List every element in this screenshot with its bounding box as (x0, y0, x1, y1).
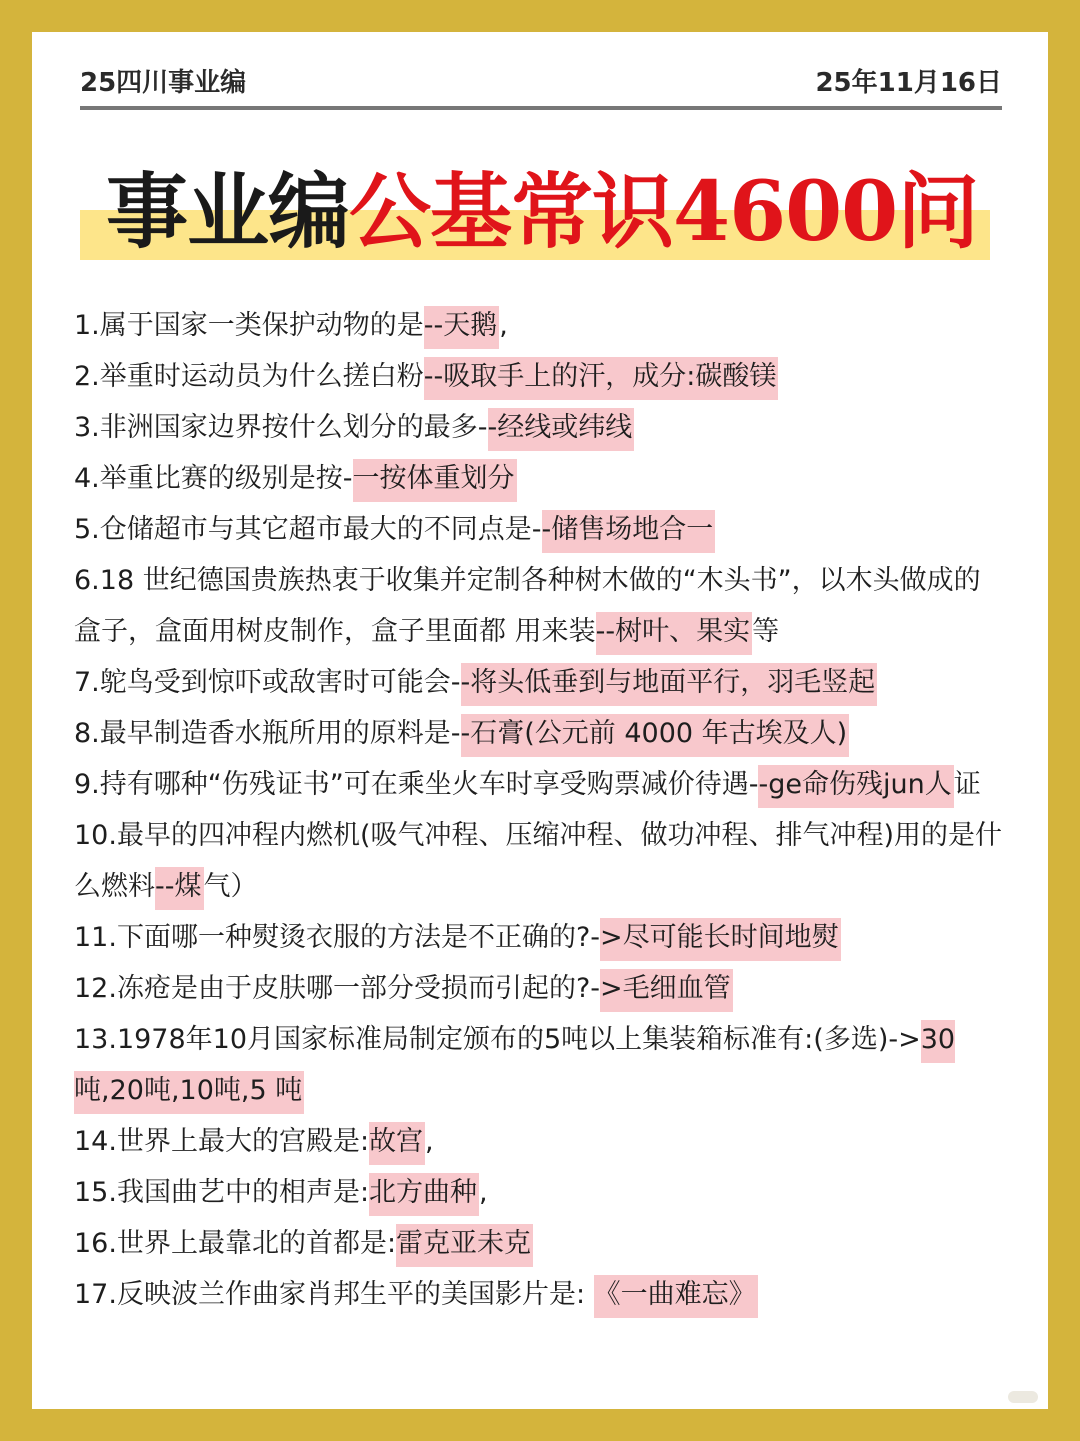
answer-highlight: -石膏(公元前 4000 年古埃及人) (461, 714, 850, 757)
answer-highlight: -储售场地合一 (542, 510, 716, 553)
question-text: 7.鸵鸟受到惊吓或敌害时可能会- (74, 667, 461, 698)
header-bar (80, 60, 1002, 110)
content-card (32, 32, 1048, 1409)
answer-highlight: 一按体重划分 (353, 459, 517, 502)
answer-highlight: >尽可能长时间地熨 (600, 918, 841, 961)
list-item (74, 708, 1004, 759)
question-text: 13.1978年10月国家标准局制定颁布的5吨以上集装箱标准有:(多选)-> (74, 1024, 921, 1055)
answer-highlight: >毛细血管 (600, 969, 733, 1012)
list-item (74, 963, 1004, 1014)
list-item (74, 453, 1004, 504)
question-list (74, 300, 1004, 1320)
answer-highlight: --树叶、果实 (596, 612, 753, 655)
answer-suffix: , (425, 1126, 434, 1157)
header-left-label: 25四川事业编 (80, 67, 247, 98)
question-text: 16.世界上最靠北的首都是: (74, 1228, 397, 1259)
answer-highlight: 《一曲难忘》 (594, 1275, 758, 1318)
question-text: 14.世界上最大的宫殿是: (74, 1126, 370, 1157)
question-text: 2.举重时运动员为什么搓白粉 (74, 361, 424, 392)
watermark (1008, 1391, 1038, 1403)
answer-highlight: -ge命伤残jun人 (758, 765, 953, 808)
question-text: 9.持有哪种“伤残证书”可在乘坐火车时享受购票减价待遇- (74, 769, 759, 800)
answer-highlight: --吸取手上的汗，成分:碳酸镁 (424, 357, 779, 400)
list-item (74, 1116, 1004, 1167)
answer-suffix: , (499, 310, 508, 341)
list-item (74, 1269, 1004, 1320)
list-item (74, 912, 1004, 963)
header-date: 25年11月16日 (815, 67, 1002, 98)
title-part-red: 公基常识4600问 (349, 164, 979, 260)
list-item (74, 1218, 1004, 1269)
list-item (74, 351, 1004, 402)
list-item (74, 300, 1004, 351)
question-text: 10.最早的四冲程内燃机(吸气冲程、压缩冲程、做功冲程、排气冲程)用的是什么燃料 (74, 820, 1003, 902)
answer-highlight: 北方曲种 (369, 1173, 479, 1216)
answer-highlight: --煤 (155, 867, 204, 910)
list-item (74, 657, 1004, 708)
question-text: 6.18 世纪德国贵族热衷于收集并定制各种树木做的“木头书”，以木头做成的盒子，盒面用树皮制作，盒子里面都 用来装 (74, 565, 981, 647)
list-item (74, 504, 1004, 555)
answer-highlight: -经线或纬线 (488, 408, 635, 451)
answer-highlight: 雷克亚未克 (396, 1224, 533, 1267)
question-text: 1.属于国家一类保护动物的是 (74, 310, 424, 341)
question-text: 15.我国曲艺中的相声是: (74, 1177, 370, 1208)
question-text: 5.仓储超市与其它超市最大的不同点是- (74, 514, 542, 545)
answer-highlight: --天鹅 (424, 306, 500, 349)
list-item (74, 402, 1004, 453)
answer-highlight: 故宫 (369, 1122, 425, 1165)
list-item (74, 1167, 1004, 1218)
title-text (106, 152, 978, 272)
title-part-black: 事业编 (106, 164, 350, 260)
answer-highlight: 30吨,20吨,10吨,5 吨 (74, 1020, 955, 1114)
question-text: 8.最早制造香水瓶所用的原料是- (74, 718, 461, 749)
answer-highlight: -将头低垂到与地面平行，羽毛竖起 (461, 663, 878, 706)
page-title (80, 152, 990, 272)
question-text: 11.下面哪一种熨烫衣服的方法是不正确的?- (74, 922, 601, 953)
answer-suffix: 证 (953, 769, 981, 800)
list-item (74, 1014, 1004, 1116)
question-text: 4.举重比赛的级别是按- (74, 463, 353, 494)
list-item (74, 759, 1004, 810)
list-item (74, 810, 1004, 912)
answer-suffix: , (479, 1177, 488, 1208)
question-text: 3.非洲国家边界按什么划分的最多- (74, 412, 488, 443)
question-text: 17.反映波兰作曲家肖邦生平的美国影片是: (74, 1279, 594, 1310)
answer-suffix: 气） (203, 871, 258, 902)
list-item (74, 555, 1004, 657)
question-text: 12.冻疮是由于皮肤哪一部分受损而引起的?- (74, 973, 601, 1004)
answer-suffix: 等 (752, 616, 780, 647)
